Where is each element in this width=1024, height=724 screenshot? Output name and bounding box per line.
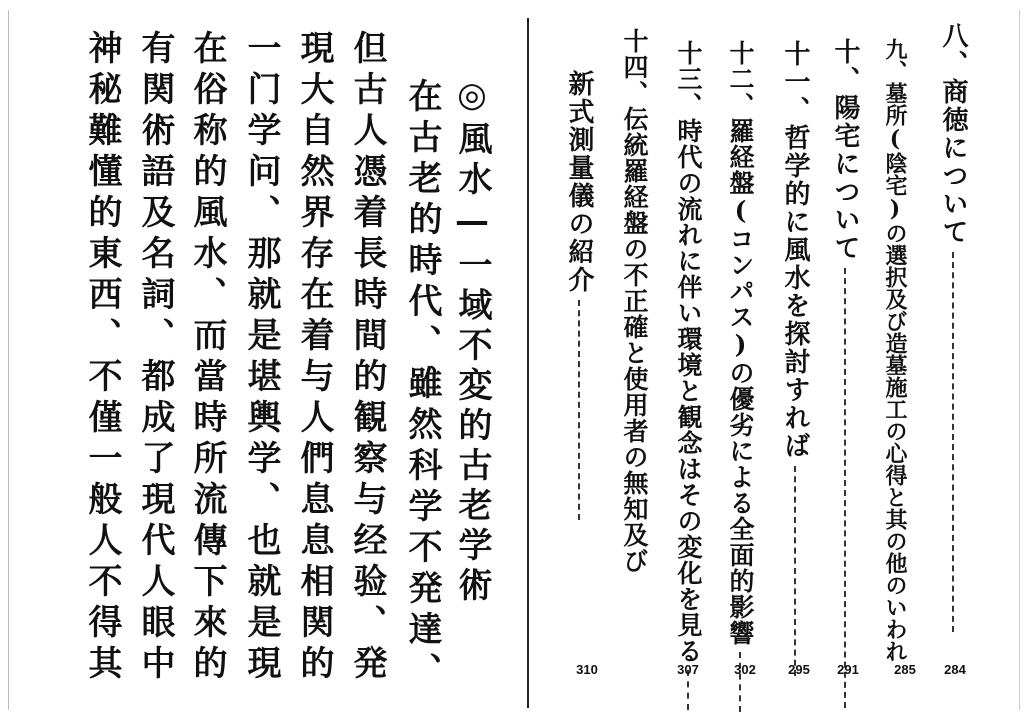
article-column: 在古老的時代、雖然科学不発達、 <box>402 78 442 693</box>
toc-item-14: 十四、伝統羅経盤の不正確と使用者の無知及び <box>620 28 649 574</box>
toc-leader <box>739 652 741 712</box>
article-column: 但古人憑着長時間的観察与经验、発 <box>347 30 387 686</box>
toc-page-number: 307 <box>677 662 699 677</box>
toc-item-10: 十、陽宅について <box>832 38 858 708</box>
page-edge-left <box>8 10 9 710</box>
article-heading: ◎風水—一域不変的古老学術 <box>452 75 492 607</box>
toc-item-11: 十一、哲学的に風水を探討すれば <box>782 40 808 676</box>
book-gutter <box>527 18 529 708</box>
article-column: 有関術語及名詞、都成了現代人眼中 <box>135 30 175 686</box>
toc-leader <box>794 466 796 676</box>
toc-item-9: 九、墓所(陰宅)の選択及び造墓施工の心得と其の他のいわれ <box>882 38 908 662</box>
toc-page-number: 291 <box>837 662 859 677</box>
toc-item-13: 十三、時代の流れに伴い環境と観念はその変化を見る <box>676 40 701 710</box>
toc-item-8: 八、商徳について <box>940 22 966 632</box>
toc-leader <box>844 268 846 708</box>
article-column: 在俗称的風水、而當時所流傳下來的 <box>187 30 227 686</box>
toc-page-number: 310 <box>576 662 598 677</box>
article-column: 神秘難懂的東西、不僅一般人不得其 <box>82 30 122 686</box>
page-edge-right <box>1019 10 1020 710</box>
toc-page-number: 295 <box>788 662 810 677</box>
article-column: 一门学问、那就是堪輿学、也就是現 <box>241 30 281 686</box>
toc-item-14-cont: 新式測量儀の紹介 <box>566 70 592 520</box>
toc-page-number: 284 <box>944 662 966 677</box>
toc-item-12: 十二、羅経盤(コンパス)の優劣による全面的影響 <box>728 40 753 712</box>
article-column: 現大自然界存在着与人們息息相関的 <box>294 30 334 686</box>
toc-leader <box>952 252 954 632</box>
toc-page-number: 302 <box>734 662 756 677</box>
toc-page-number: 285 <box>894 662 916 677</box>
toc-leader <box>578 300 580 520</box>
